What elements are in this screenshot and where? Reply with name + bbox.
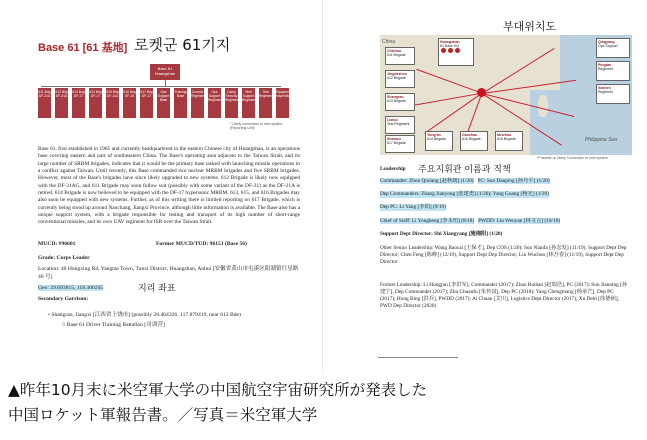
org-unit-node: Test Regiment — [259, 88, 272, 118]
org-unit-node: 617 Brig DF-17 — [140, 88, 153, 118]
grade: Grade: Corps Leader — [38, 255, 90, 261]
pwdd: PWDD: Lin Wenyan [林文言] (10/18) — [478, 218, 561, 224]
base-heading: Base 61 [61 基地] — [38, 42, 128, 54]
org-unit-node: Ops Support Base — [157, 88, 170, 118]
map-unit-box: Pingtan Regiment — [596, 61, 630, 81]
secondary-garrison-item: • Shangrao, Jiangxi [江西省上饶市] (possibly 28.464326, 117.879419, near 613 Bde) — [48, 312, 241, 318]
map-unit-box: Yong'an 614 Brigade — [425, 131, 453, 151]
left-report-page — [0, 0, 323, 370]
leadership-row-2 — [380, 218, 630, 225]
map-unit-box: Qingyang Ops Support — [596, 38, 630, 58]
org-root-node: Base 61 Huangshan — [150, 64, 180, 80]
caption-line-1: ▲昨年10月末に米空軍大学の中国航空宇宙研究所が発表した — [8, 381, 428, 399]
commander: Commander: Zhou Qiulang [赵秋朗] (1/20) — [380, 178, 474, 184]
deputy-pc: Dep PC: Li Yang [李阳] (9/19) — [380, 204, 446, 210]
org-unit-node: 612 Brig DF-21A — [55, 88, 68, 118]
secondary-garrison-subitem: ○ Base 61 Driver Training Battalion [司训营] — [62, 322, 165, 328]
map-unit-box: Ganzhou 616 Brigade — [460, 131, 488, 151]
org-unit-node: Camp Security Regiment — [225, 88, 238, 118]
org-unit-node: 614 Brig DF-17 — [89, 88, 102, 118]
org-unit-node: 613 Brig DF-17 — [72, 88, 85, 118]
leadership-label: Leadership — [380, 166, 406, 172]
map-unit-box: Shaowu 617 Brigade — [385, 135, 415, 153]
footnote-rule — [378, 357, 458, 358]
map-sea-label: Philippine Sea — [585, 137, 617, 143]
secondary-garrison-label: Secondary Garrison: — [38, 296, 89, 302]
geo-korean-note: 지리 좌표 — [138, 284, 176, 294]
location: Location: 40 Hongxing Rd, Yangtze Town, Tunxi District, Huangshan, Anhui [安徽省黄山市屯溪区阳湖镇红星路 40 号] — [38, 266, 299, 280]
leadership-row-1 — [380, 178, 630, 185]
map-unit-box: Xiamen Regiment — [596, 84, 630, 104]
org-unit-node: Training Base — [174, 88, 187, 118]
base-description-paragraph: Base 61, first established in 1965 and currently headquartered in the eastern Chinese city of Huangshan, is an operations base covering eastern and part of southeastern China. The Base's operating area adjacent to the Taiwan Strait, and its large number of SRBM brigades, indicates that it would be the primary base tasked with launching missile operations in a conflict against Taiwan. Until recently, this Base commanded two nuclear MRBM brigades and five SRBM brigades. However, most of the Base's brigades have since likely upgraded to new systems. 612 Brigade is likely now equipped with the DF-31AG, and 611 Brigade may soon follow suit (possibly with some variant of the DF-31) as the DF-21A is retired. 614 Brigade is now believed to be equipped with the DF-17 hypersonic MRBM. 613, 615, and 616 Brigades may also soon be equipped with new systems. Further, as of this writing there is limited reporting on 617 Brigade, which is currently being stood up around Nanchang, Jiangxi Province, although little information is available. The Base also has a unique support system, with a brigade responsible for testing and transport of its high number of short-range conventional missiles, and its own UAV regiment for ISR over the Taiwan Strait. — [38, 146, 300, 226]
map-unit-box: Huangshan 61 Base HQ — [438, 38, 474, 66]
mucd: MUCD: #96601 — [38, 241, 76, 247]
other-senior-leadership: Other Senior Leadership: Wang Baocai [王保才], Dep COS (1/20); Sun Nianfa [孙念发] (11/19), Support Dept Dep Director; Chen Feng [陈峰] (12/19), Support Dept Dep Director; Lin Wuchun [林吾春] (11/19), Support Dept Dep Director — [380, 245, 627, 265]
political-commissar: PC: Sun Danping [孙丹平] (1/20) — [477, 178, 550, 184]
map-unit-box: Jingdezhen 612 Brigade — [385, 70, 415, 88]
chief-of-staff: Chief of Staff: Li Yongheng [李永恒] (8/18) — [380, 218, 475, 224]
org-unit-node: 615 Brig DF-11A — [106, 88, 119, 118]
map-country-label: China — [382, 39, 396, 45]
org-unit-node: 616 Brig DF-15 — [123, 88, 136, 118]
korean-title-unit-map: 부대위치도 — [503, 20, 557, 33]
map-unit-box: Meizhou 615 Brigade — [495, 131, 523, 151]
map-unit-box: Shangrao 613 Brigade — [385, 93, 415, 111]
geo-coordinates: Geo: 29.693815, 118.300245 — [38, 285, 104, 291]
map-unit-box: Lishui Test Regiment — [385, 116, 415, 134]
org-unit-node: Equipment Inspection — [276, 88, 289, 118]
org-chart-note: * Likely connection to new system (Reporting Unit) — [230, 122, 283, 130]
org-unit-node: 611 Brig DF-21A — [38, 88, 51, 118]
base-hq-marker — [477, 88, 486, 97]
map-footnote: *Possible or Likely Connection to new system — [537, 156, 608, 160]
deputy-commanders: Dep Commanders: Zhang Jianyong [张建勇] (1/20); Yang Guang [杨光] (1/20) — [380, 191, 549, 197]
right-report-page — [325, 0, 647, 370]
korean-title-rocket-base: 로켓군 61기지 — [134, 36, 231, 54]
map-unit-box: Chizhou 611 Brigade — [385, 47, 415, 65]
caption-line-2: 中国ロケット軍報告書。／写真＝米空軍大学 — [8, 406, 318, 424]
org-chart — [0, 60, 322, 140]
org-unit-node: Tech Support Regiment — [242, 88, 255, 118]
leadership-korean-note: 주요지휘관 이름과 직책 — [418, 165, 511, 175]
unit-location-map — [380, 35, 632, 155]
org-unit-node: Ops Support Regiment — [208, 88, 221, 118]
former-mucd: Former MUCD/TUD: 96151 (Base 56) — [156, 241, 247, 247]
photo-caption — [0, 372, 647, 440]
org-unit-node: Comms Regiment — [191, 88, 204, 118]
former-leadership: Former Leadership: Li Hongjun [李洪军], Commander (2017); Zhao Ruihao [赵瑞浩], PC (2017); Sun Jianning [孙建宁], Dep Commander (2017); Zhu Chuanfu [朱传富], Dep PC (2018); Yang Chengmang [杨承芒], Dep PC (2017); Hong Bing [洪兵], PWDD (2017); Ai Chuan [艾川], Logistics Dept Director (2017); Xu Debi [徐德弼], PWD Dep Director (2020) — [380, 282, 628, 309]
support-director: Support Dept Director: Shi Xiangyang [施湘阳] (1/20) — [380, 231, 503, 237]
